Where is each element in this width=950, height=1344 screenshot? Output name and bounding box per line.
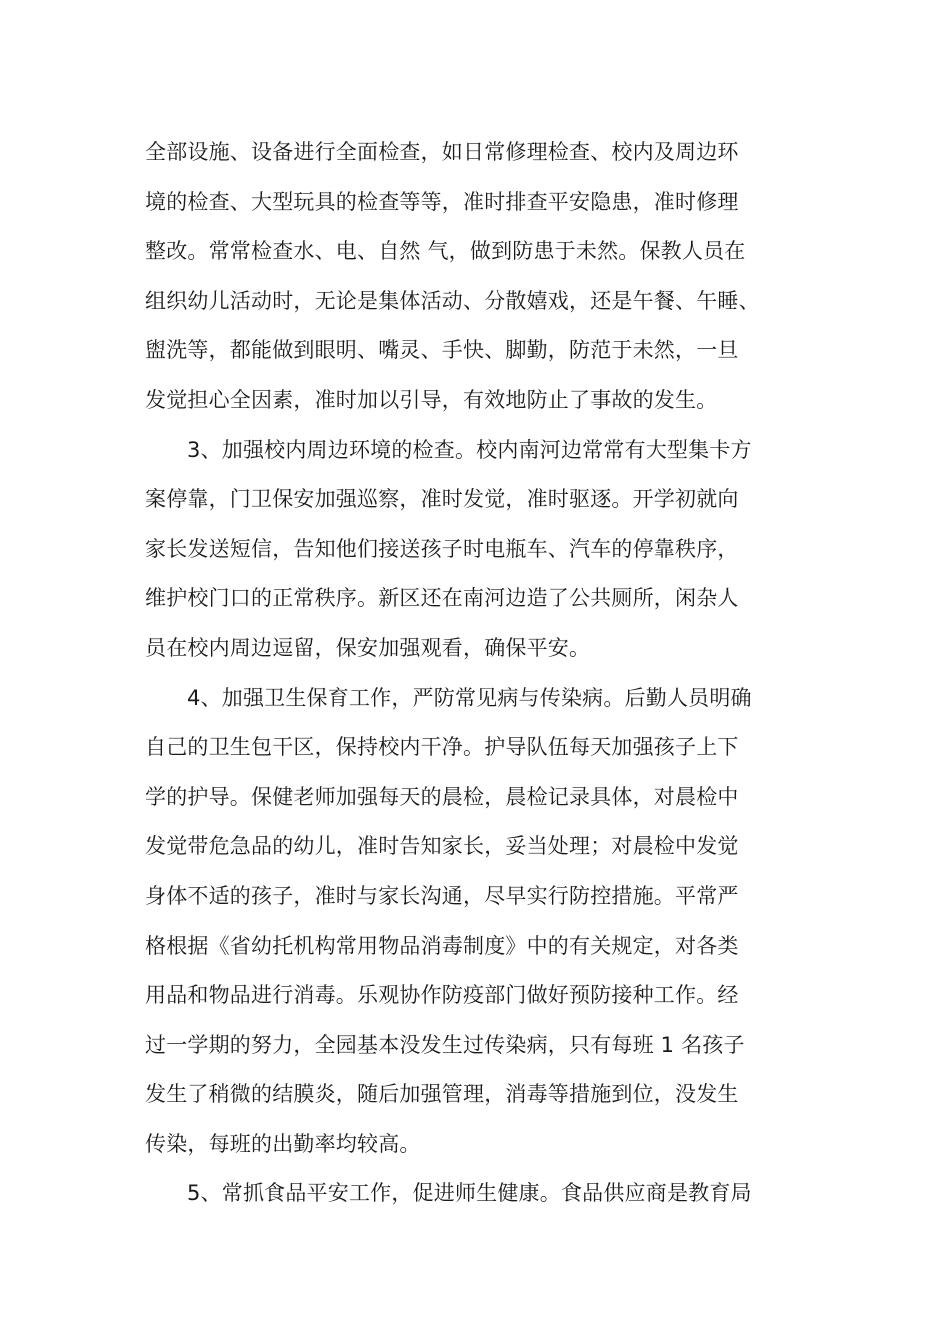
- text-line: 全部设施、设备进行全面检查，如日常修理检查、校内及周边环: [145, 140, 739, 164]
- text-line: 自己的卫生包干区，保持校内干净。护导队伍每天加强孩子上下: [145, 735, 739, 760]
- text-line: 传染，每班的出勤率均较高。: [145, 1131, 421, 1156]
- body-text: [145, 128, 835, 1219]
- text-line: 盥洗等，都能做到眼明、嘴灵、手快、脚勤，防范于未然，一旦: [145, 338, 739, 363]
- text-line: 格根据《省幼托机构常用物品消毒制度》中的有关规定，对各类: [145, 933, 739, 958]
- text-line: 5、常抓食品平安工作，促进师生健康。食品供应商是教育局: [187, 1181, 752, 1206]
- text-line: 学的护导。保健老师加强每天的晨检，晨检记录具体，对晨检中: [145, 784, 739, 809]
- text-line: 发觉带危急品的幼儿，准时告知家长，妥当处理；对晨检中发觉: [145, 834, 739, 859]
- text-line: 用品和物品进行消毒。乐观协作防疫部门做好预防接种工作。经: [145, 983, 739, 1008]
- text-line: 发觉担心全因素，准时加以引导，有效地防止了事故的发生。: [145, 387, 718, 412]
- text-line: 员在校内周边逗留，保安加强观看，确保平安。: [145, 635, 591, 660]
- text-line: 组织幼儿活动时，无论是集体活动、分散嬉戏，还是午餐、午睡、: [145, 288, 760, 313]
- text-line: 整改。常常检查水、电、自然 气，做到防患于未然。保教人员在: [145, 239, 746, 264]
- text-line: 4、加强卫生保育工作，严防常见病与传染病。后勤人员明确: [187, 685, 752, 710]
- text-line: 案停靠，门卫保安加强巡察，准时发觉，准时驱逐。开学初就向: [145, 487, 739, 512]
- text-line: 维护校门口的正常秩序。新区还在南河边造了公共厕所，闲杂人: [145, 586, 739, 611]
- text-line: 身体不适的孩子，准时与家长沟通，尽早实行防控措施。平常严: [145, 883, 739, 908]
- text-line: 发生了稍微的结膜炎，随后加强管理，消毒等措施到位，没发生: [145, 1082, 739, 1107]
- text-line: 境的检查、大型玩具的检查等等，准时排查平安隐患，准时修理: [145, 189, 739, 214]
- text-line: 家长发送短信，告知他们接送孩子时电瓶车、汽车的停靠秩序，: [145, 536, 739, 561]
- text-line: 3、加强校内周边环境的检查。校内南河边常常有大型集卡方: [187, 437, 752, 462]
- text-line: 过一学期的努力，全园基本没发生过传染病，只有每班 1 名孩子: [145, 1032, 745, 1057]
